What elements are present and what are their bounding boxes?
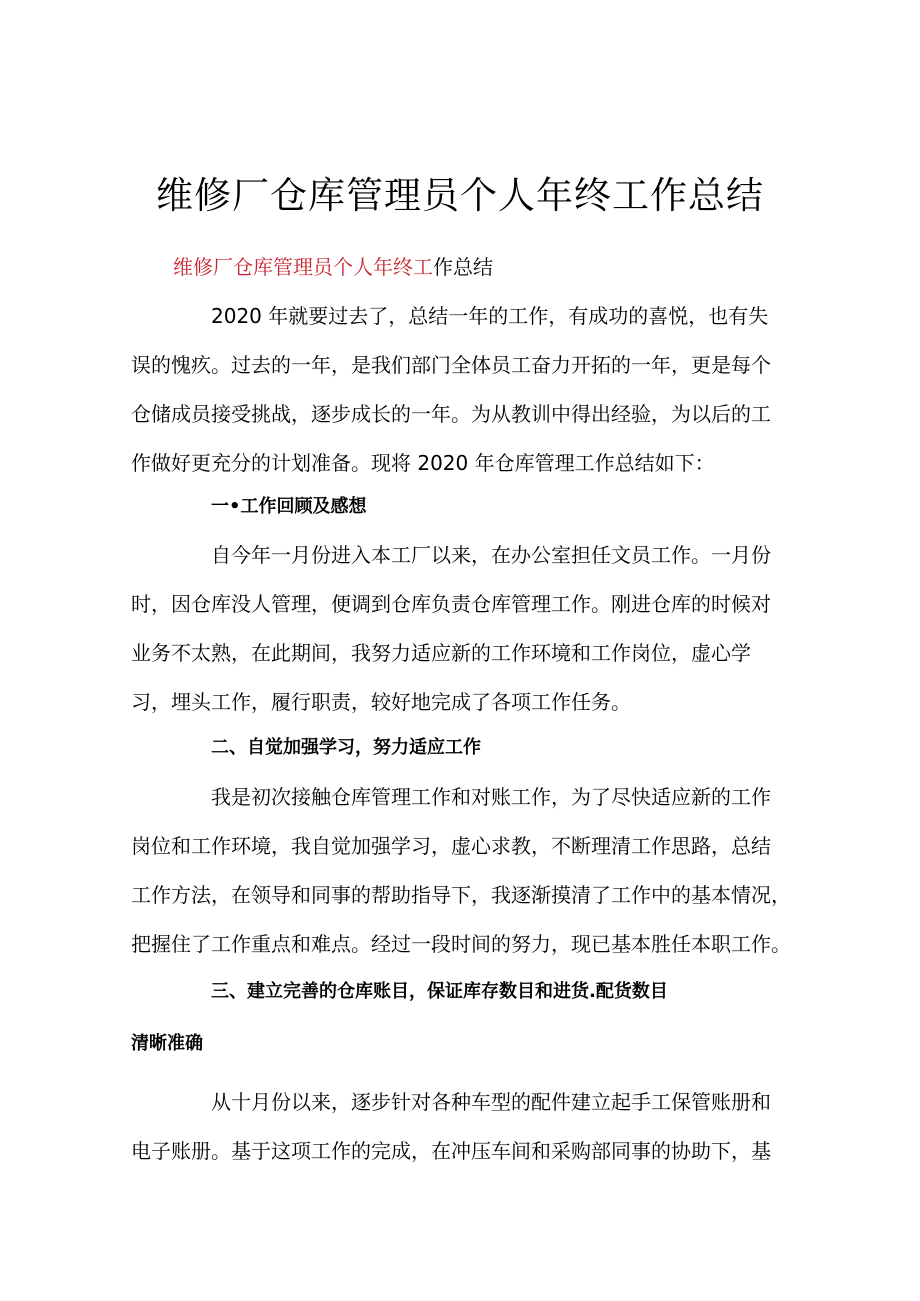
paragraph-line: 习，埋头工作，履行职责，较好地完成了各项工作任务。: [131, 690, 631, 714]
section-3-paragraph: [131, 1078, 811, 1176]
paragraph-line: 我是初次接触仓库管理工作和对账工作，为了尽快适应新的工作: [211, 785, 771, 809]
section-2-paragraph: [131, 773, 811, 969]
paragraph-line: 作做好更充分的计划准备。现将 2020 年仓库管理工作总结如下：: [131, 451, 715, 475]
paragraph-line: 电子账册。基于这项工作的完成，在冲压车间和采购部同事的协助下，基: [131, 1139, 771, 1163]
section-heading-2: 二、自觉加强学习，努力适应工作: [211, 737, 481, 758]
section-1-paragraph: [131, 531, 811, 727]
document-subtitle: [173, 252, 493, 282]
intro-paragraph: [131, 292, 811, 488]
paragraph-line: 2020 年就要过去了，总结一年的工作，有成功的喜悦，也有失: [211, 304, 769, 328]
subtitle-red-text: 维修厂仓库管理员个人年终工: [173, 255, 433, 279]
paragraph-line: 自今年一月份进入本工厂以来，在办公室担任文员工作。一月份: [211, 543, 771, 567]
paragraph-line: 业务不太熟，在此期间，我努力适应新的工作环境和工作岗位，虚心学: [131, 641, 751, 665]
paragraph-line: 把握住了工作重点和难点。经过一段时间的努力，现已基本胜任本职工作。: [131, 932, 791, 956]
section-heading-3-continued: 清晰准确: [131, 1033, 203, 1054]
section-heading-3: 三、建立完善的仓库账目，保证库存数目和进货.配货数目: [211, 981, 668, 1002]
paragraph-line: 岗位和工作环境，我自觉加强学习，虚心求教，不断理清工作思路，总结: [131, 834, 771, 858]
section-heading-1: 一•工作回顾及感想: [211, 496, 367, 517]
paragraph-line: 仓储成员接受挑战，逐步成长的一年。为从教训中得出经验，为以后的工: [131, 402, 771, 426]
paragraph-line: 误的愧疚。过去的一年，是我们部门全体员工奋力开拓的一年，更是每个: [131, 353, 771, 377]
paragraph-line: 从十月份以来，逐步针对各种车型的配件建立起手工保管账册和: [211, 1090, 771, 1114]
subtitle-black-text: 作总结: [433, 255, 493, 279]
document-title: 维修厂仓库管理员个人年终工作总结: [156, 173, 764, 217]
paragraph-line: 工作方法，在领导和同事的帮助指导下，我逐渐摸清了工作中的基本情况，: [131, 883, 791, 907]
paragraph-line: 时，因仓库没人管理，便调到仓库负责仓库管理工作。刚进仓库的时候对: [131, 592, 771, 616]
